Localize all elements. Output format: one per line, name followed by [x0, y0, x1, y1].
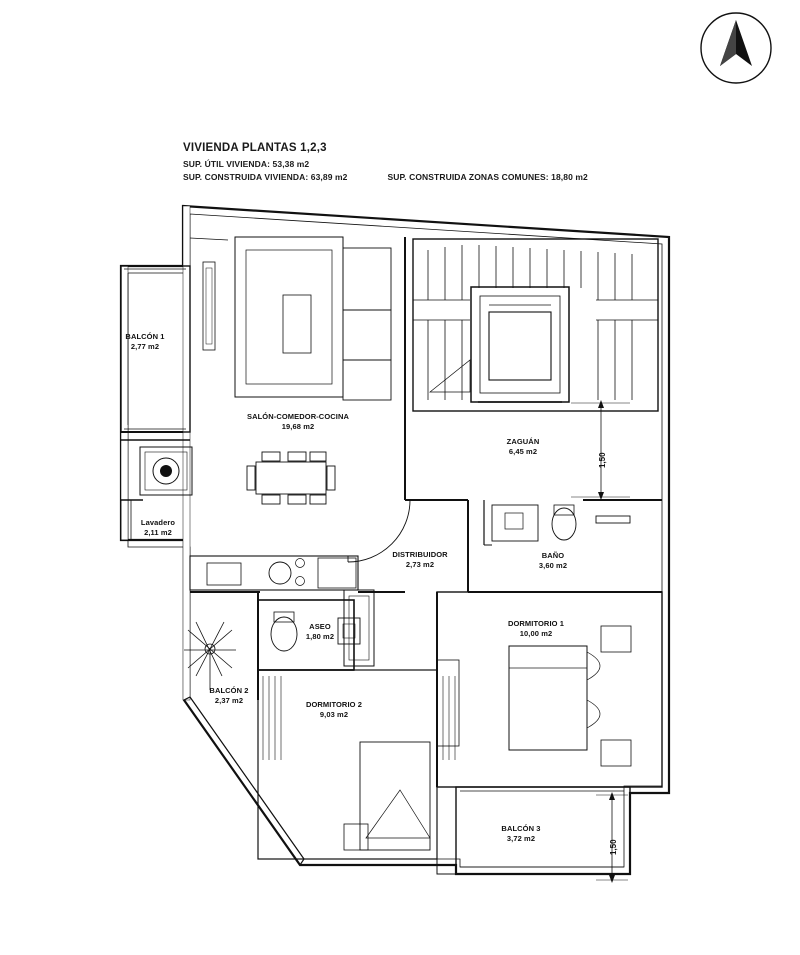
dimension-label-zaguan: 1,50 [598, 452, 607, 468]
room-label-zaguan [483, 437, 563, 457]
north-arrow-icon [701, 13, 771, 83]
dimension-label-balcon-3: 1,50 [609, 839, 618, 855]
surface-built-label: SUP. CONSTRUIDA VIVIENDA: 63,89 m2 [183, 172, 348, 182]
room-area: 3,72 m2 [506, 834, 536, 844]
room-name: BALCÓN 3 [501, 824, 541, 833]
room-label-balcon-2 [190, 686, 268, 706]
room-name: SALÓN-COMEDOR-COCINA [247, 412, 349, 421]
room-name: BALCÓN 1 [125, 332, 165, 341]
room-area: 2,77 m2 [130, 342, 160, 352]
room-label-lavadero [118, 518, 198, 538]
room-area: 2,37 m2 [214, 696, 244, 706]
room-label-balcon-1 [104, 332, 186, 352]
room-area: 10,00 m2 [519, 629, 553, 639]
room-label-aseo [292, 622, 348, 642]
room-area: 2,73 m2 [405, 560, 435, 570]
room-name: BALCÓN 2 [209, 686, 249, 695]
surface-util-label: SUP. ÚTIL VIVIENDA: 53,38 m2 [183, 159, 310, 169]
room-label-distribuidor [373, 550, 467, 570]
room-label-dormitorio-2 [282, 700, 386, 720]
room-label-bano [521, 551, 585, 571]
room-name: DISTRIBUIDOR [392, 550, 448, 559]
room-label-balcon-3 [478, 824, 564, 844]
room-area: 19,68 m2 [281, 422, 315, 432]
room-area: 3,60 m2 [538, 561, 568, 571]
room-area: 9,03 m2 [319, 710, 349, 720]
room-area: 2,11 m2 [144, 528, 172, 538]
room-area: 1,80 m2 [305, 632, 335, 642]
room-label-salon-comedor-cocina [222, 412, 374, 432]
room-name: ZAGUÁN [506, 437, 540, 446]
room-name: Lavadero [140, 518, 176, 527]
room-name: BAÑO [541, 551, 565, 560]
room-label-dormitorio-1 [486, 619, 586, 639]
surface-common-label: SUP. CONSTRUIDA ZONAS COMUNES: 18,80 m2 [387, 172, 588, 182]
room-area: 6,45 m2 [508, 447, 538, 457]
title-block [183, 142, 613, 185]
room-name: DORMITORIO 2 [305, 700, 363, 709]
room-name: ASEO [309, 622, 331, 631]
plan-title: VIVIENDA PLANTAS 1,2,3 [183, 142, 327, 154]
room-name: DORMITORIO 1 [507, 619, 565, 628]
